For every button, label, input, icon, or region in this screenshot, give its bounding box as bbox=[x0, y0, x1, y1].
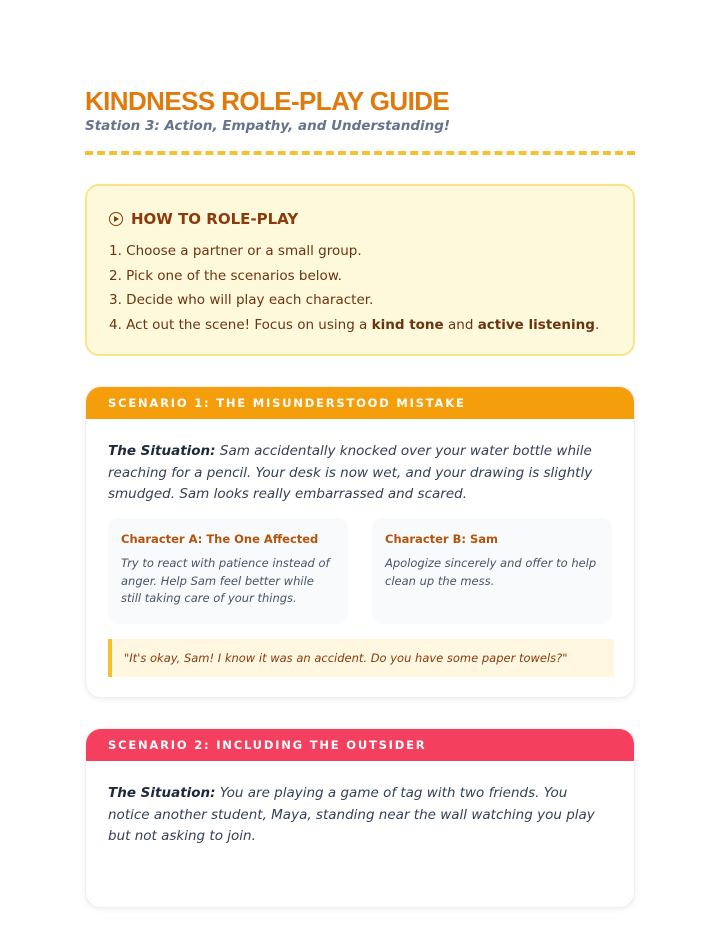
situation-body: You are playing a game of tag with two friends. You notice another student, Maya, standing near the wall watching you play but not asking to join. bbox=[108, 785, 595, 844]
scenario-header: SCENARIO 2: INCLUDING THE OUTSIDER bbox=[86, 729, 634, 761]
step-4-suffix: . bbox=[594, 317, 600, 334]
active-listening-emphasis: active listening bbox=[477, 317, 595, 334]
step-4-middle: and bbox=[443, 317, 478, 334]
how-to-heading bbox=[109, 210, 298, 228]
character-card-a bbox=[108, 518, 348, 624]
play-circle-icon bbox=[109, 212, 123, 226]
step-2: 2. Pick one of the scenarios below. bbox=[109, 267, 342, 284]
scenario-card-2 bbox=[85, 728, 635, 908]
scenario-card-1 bbox=[85, 386, 635, 698]
how-to-title: HOW TO ROLE-PLAY bbox=[131, 210, 299, 228]
step-1: 1. Choose a partner or a small group. bbox=[109, 243, 362, 259]
character-description: Apologize sincerely and offer to help clean up the mess. bbox=[385, 556, 597, 588]
example-quote: "It's okay, Sam! I know it was an accident. Do you have some paper towels?" bbox=[108, 639, 614, 677]
how-to-box bbox=[85, 184, 635, 356]
page-title: KINDNESS ROLE-PLAY GUIDE bbox=[85, 86, 450, 116]
page-subtitle: Station 3: Action, Empathy, and Understanding! bbox=[85, 118, 451, 134]
character-card-b bbox=[372, 518, 612, 624]
step-3: 3. Decide who will play each character. bbox=[109, 292, 374, 309]
situation-label: The Situation: bbox=[108, 443, 216, 459]
character-description: Try to react with patience instead of anger. Help Sam feel better while still taking care of your things. bbox=[121, 556, 330, 605]
scenario-header: SCENARIO 1: THE MISUNDERSTOOD MISTAKE bbox=[86, 387, 634, 419]
step-4-prefix: 4. Act out the scene! Focus on using a bbox=[109, 317, 372, 334]
step-4 bbox=[109, 313, 599, 338]
situation-text bbox=[108, 441, 612, 506]
character-title: Character A: The One Affected bbox=[121, 532, 319, 546]
situation-body: Sam accidentally knocked over your water bottle while reaching for a pencil. Your desk is now wet, and your drawing is slightly smudged. Sam looks really embarrassed and scared. bbox=[108, 443, 593, 502]
situation-label: The Situation: bbox=[108, 785, 216, 801]
character-title: Character B: Sam bbox=[385, 532, 499, 546]
situation-text bbox=[108, 783, 612, 848]
steps-list bbox=[109, 239, 599, 338]
kind-tone-emphasis: kind tone bbox=[371, 317, 444, 334]
characters-row bbox=[108, 518, 614, 624]
dashed-divider bbox=[85, 151, 635, 155]
